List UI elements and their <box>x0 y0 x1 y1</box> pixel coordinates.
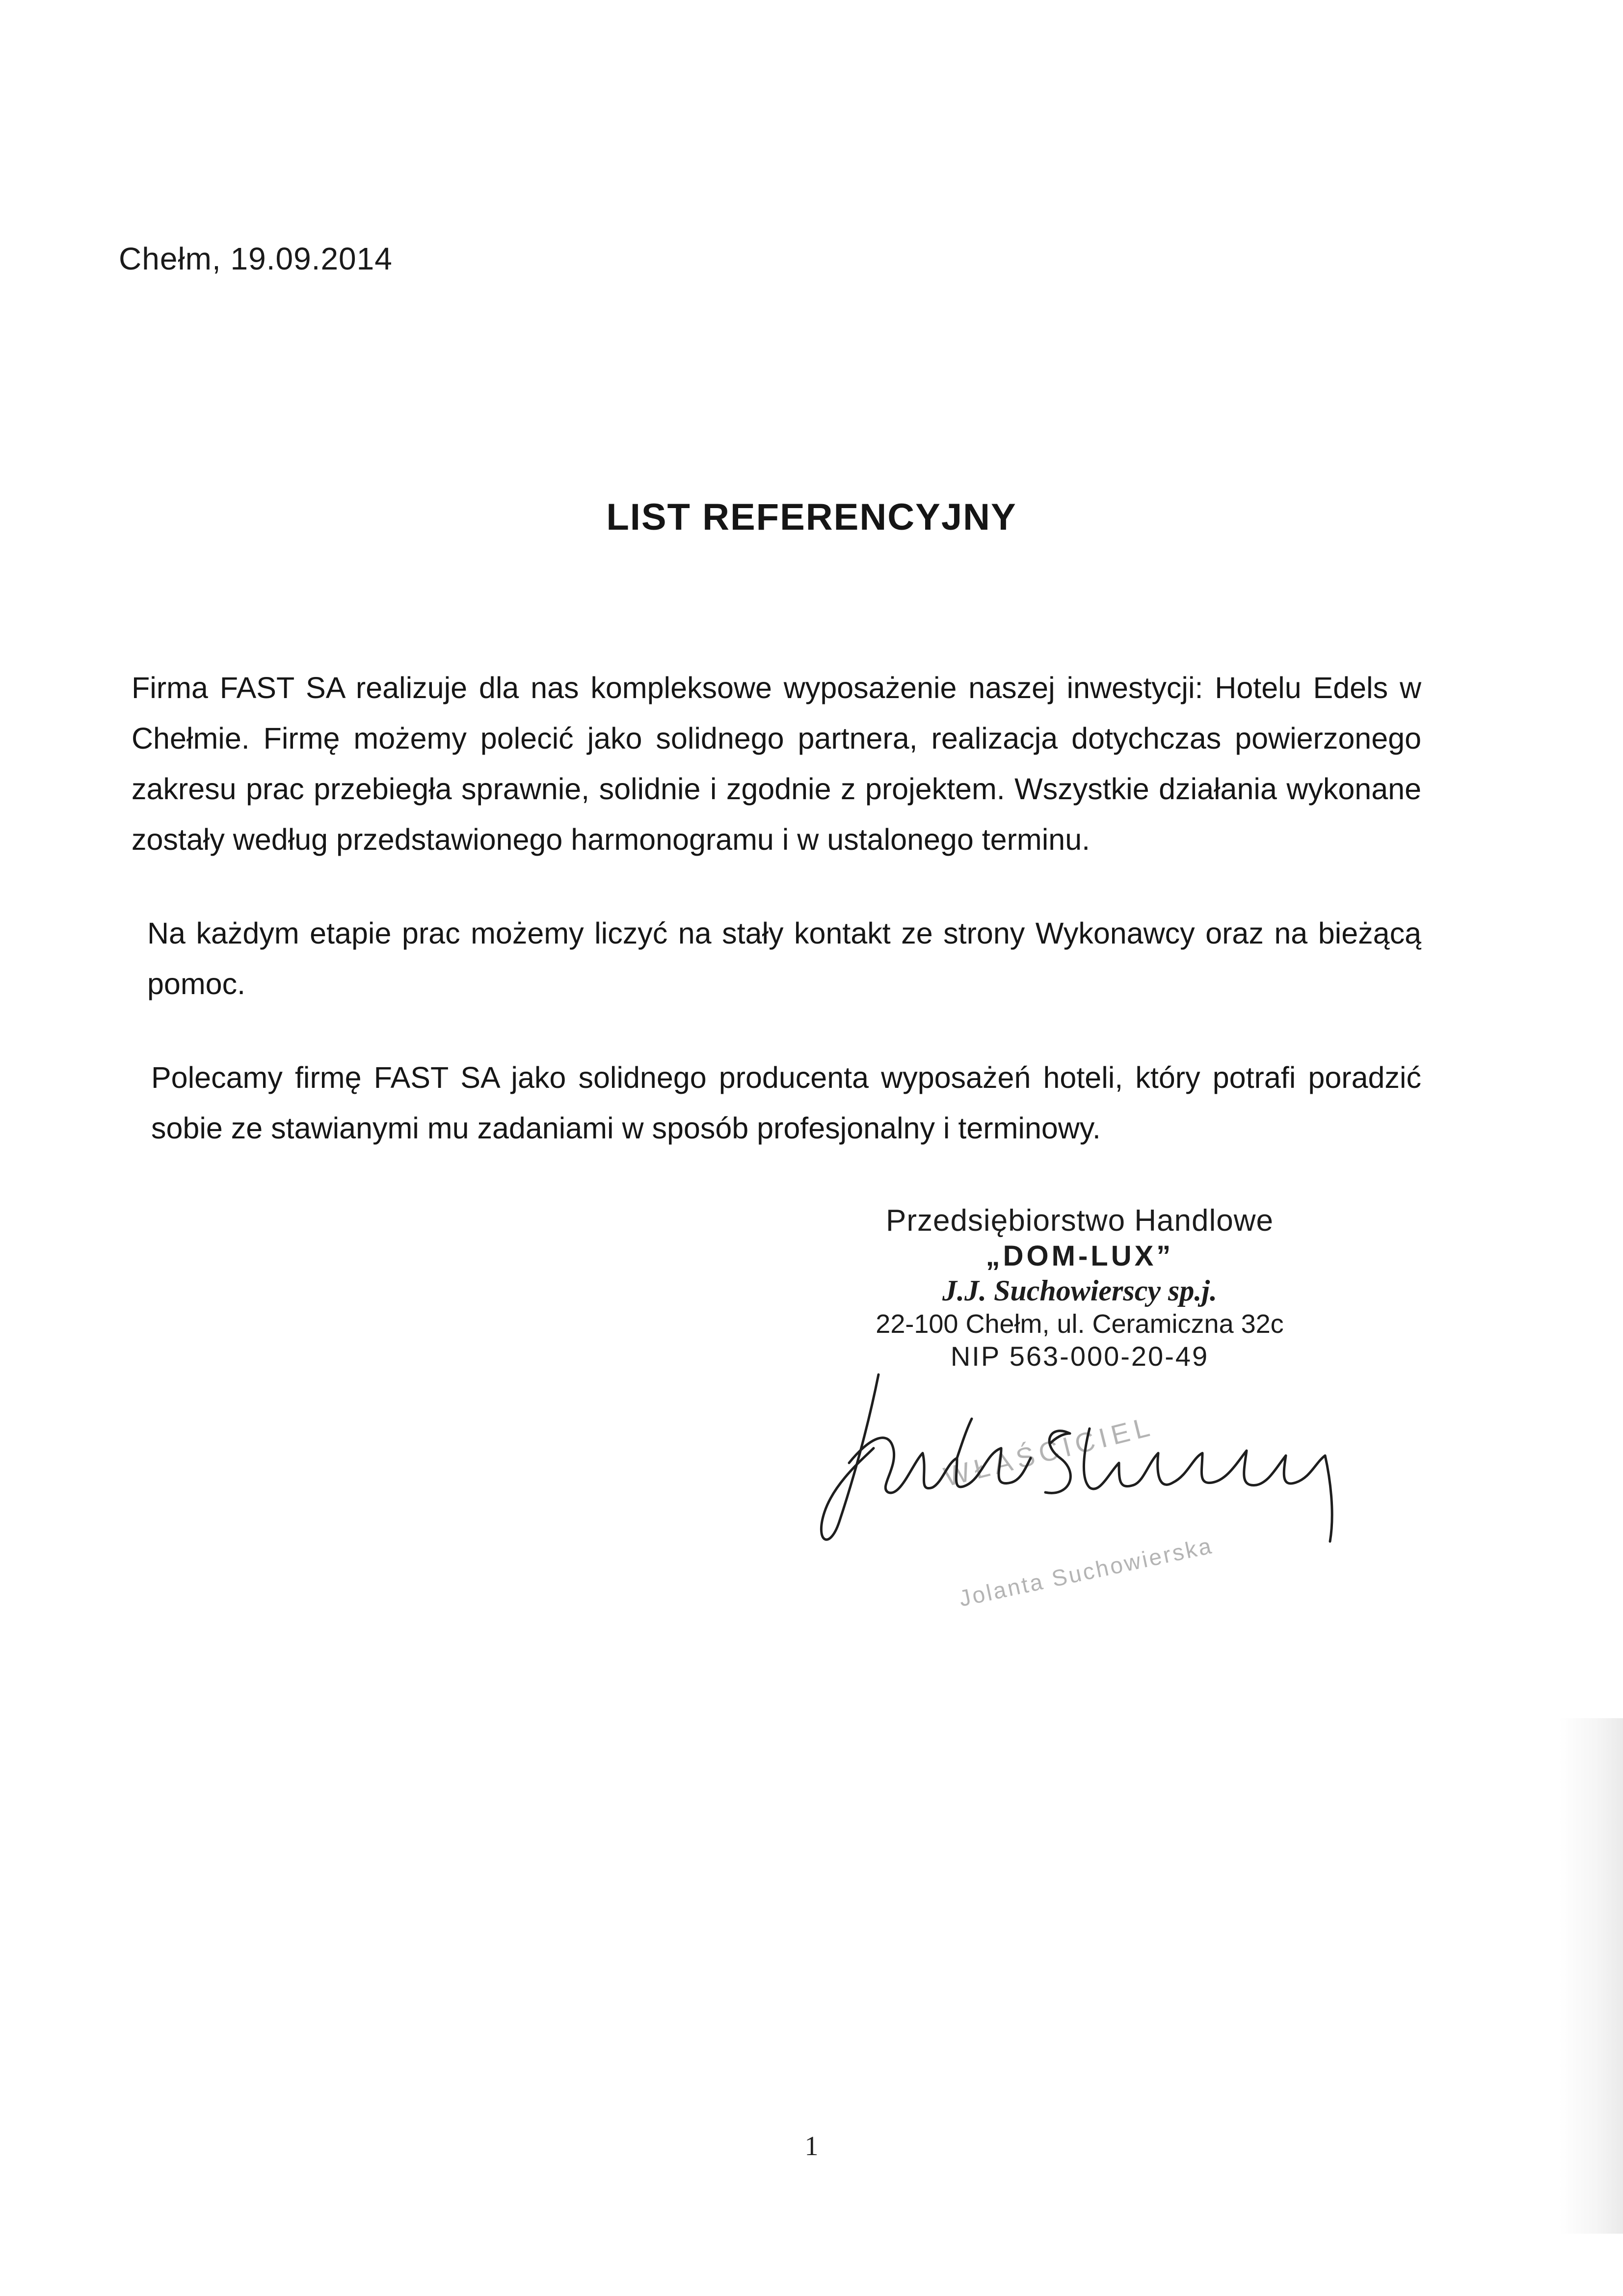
stamp-nip: NIP 563-000-20-49 <box>950 1341 1209 1372</box>
stamp-company-name: „DOM-LUX” <box>985 1240 1174 1272</box>
signature-with-stamp <box>795 1365 1413 1620</box>
company-stamp <box>834 1203 1325 1373</box>
stamp-company-type: Przedsiębiorstwo Handlowe <box>885 1204 1274 1238</box>
letter-title: LIST REFERENCYJNY <box>606 496 1017 538</box>
personal-stamp-bottom: Jolanta Suchowierska <box>957 1532 1216 1612</box>
paragraph-1: Firma FAST SA realizuje dla nas kompleksowe wyposażenie naszej inwestycji: Hotelu Edels w Chełmie. Firmę możemy polecić jako solidnego partnera, realizacja dotychczas powierzonego zakresu prac przebiegła sprawnie, solidnie i zgodnie z projektem. Wszystkie działania wykonane zostały według przedstawionego harmonogramu i w ustalonego terminu. <box>132 671 1421 856</box>
personal-stamp <box>941 1410 1216 1611</box>
paragraph-2: Na każdym etapie prac możemy liczyć na stały kontakt ze strony Wykonawcy oraz na bieżącą pomoc. <box>147 917 1421 1000</box>
scan-shadow <box>1559 1718 1623 2234</box>
letter-body <box>132 663 1421 1154</box>
personal-stamp-top: WŁAŚCICIEL <box>940 1410 1158 1492</box>
stamp-owners: J.J. Suchowierscy sp.j. <box>942 1274 1218 1307</box>
date-place: Chełm, 19.09.2014 <box>119 241 393 276</box>
page-number: 1 <box>804 2131 819 2161</box>
paragraph-3: Polecamy firmę FAST SA jako solidnego producenta wyposażeń hoteli, który potrafi poradzić sobie ze stawianymi mu zadaniami w sposób profesjonalny i terminowy. <box>151 1061 1421 1145</box>
stamp-address: 22-100 Chełm, ul. Ceramiczna 32c <box>876 1309 1284 1339</box>
